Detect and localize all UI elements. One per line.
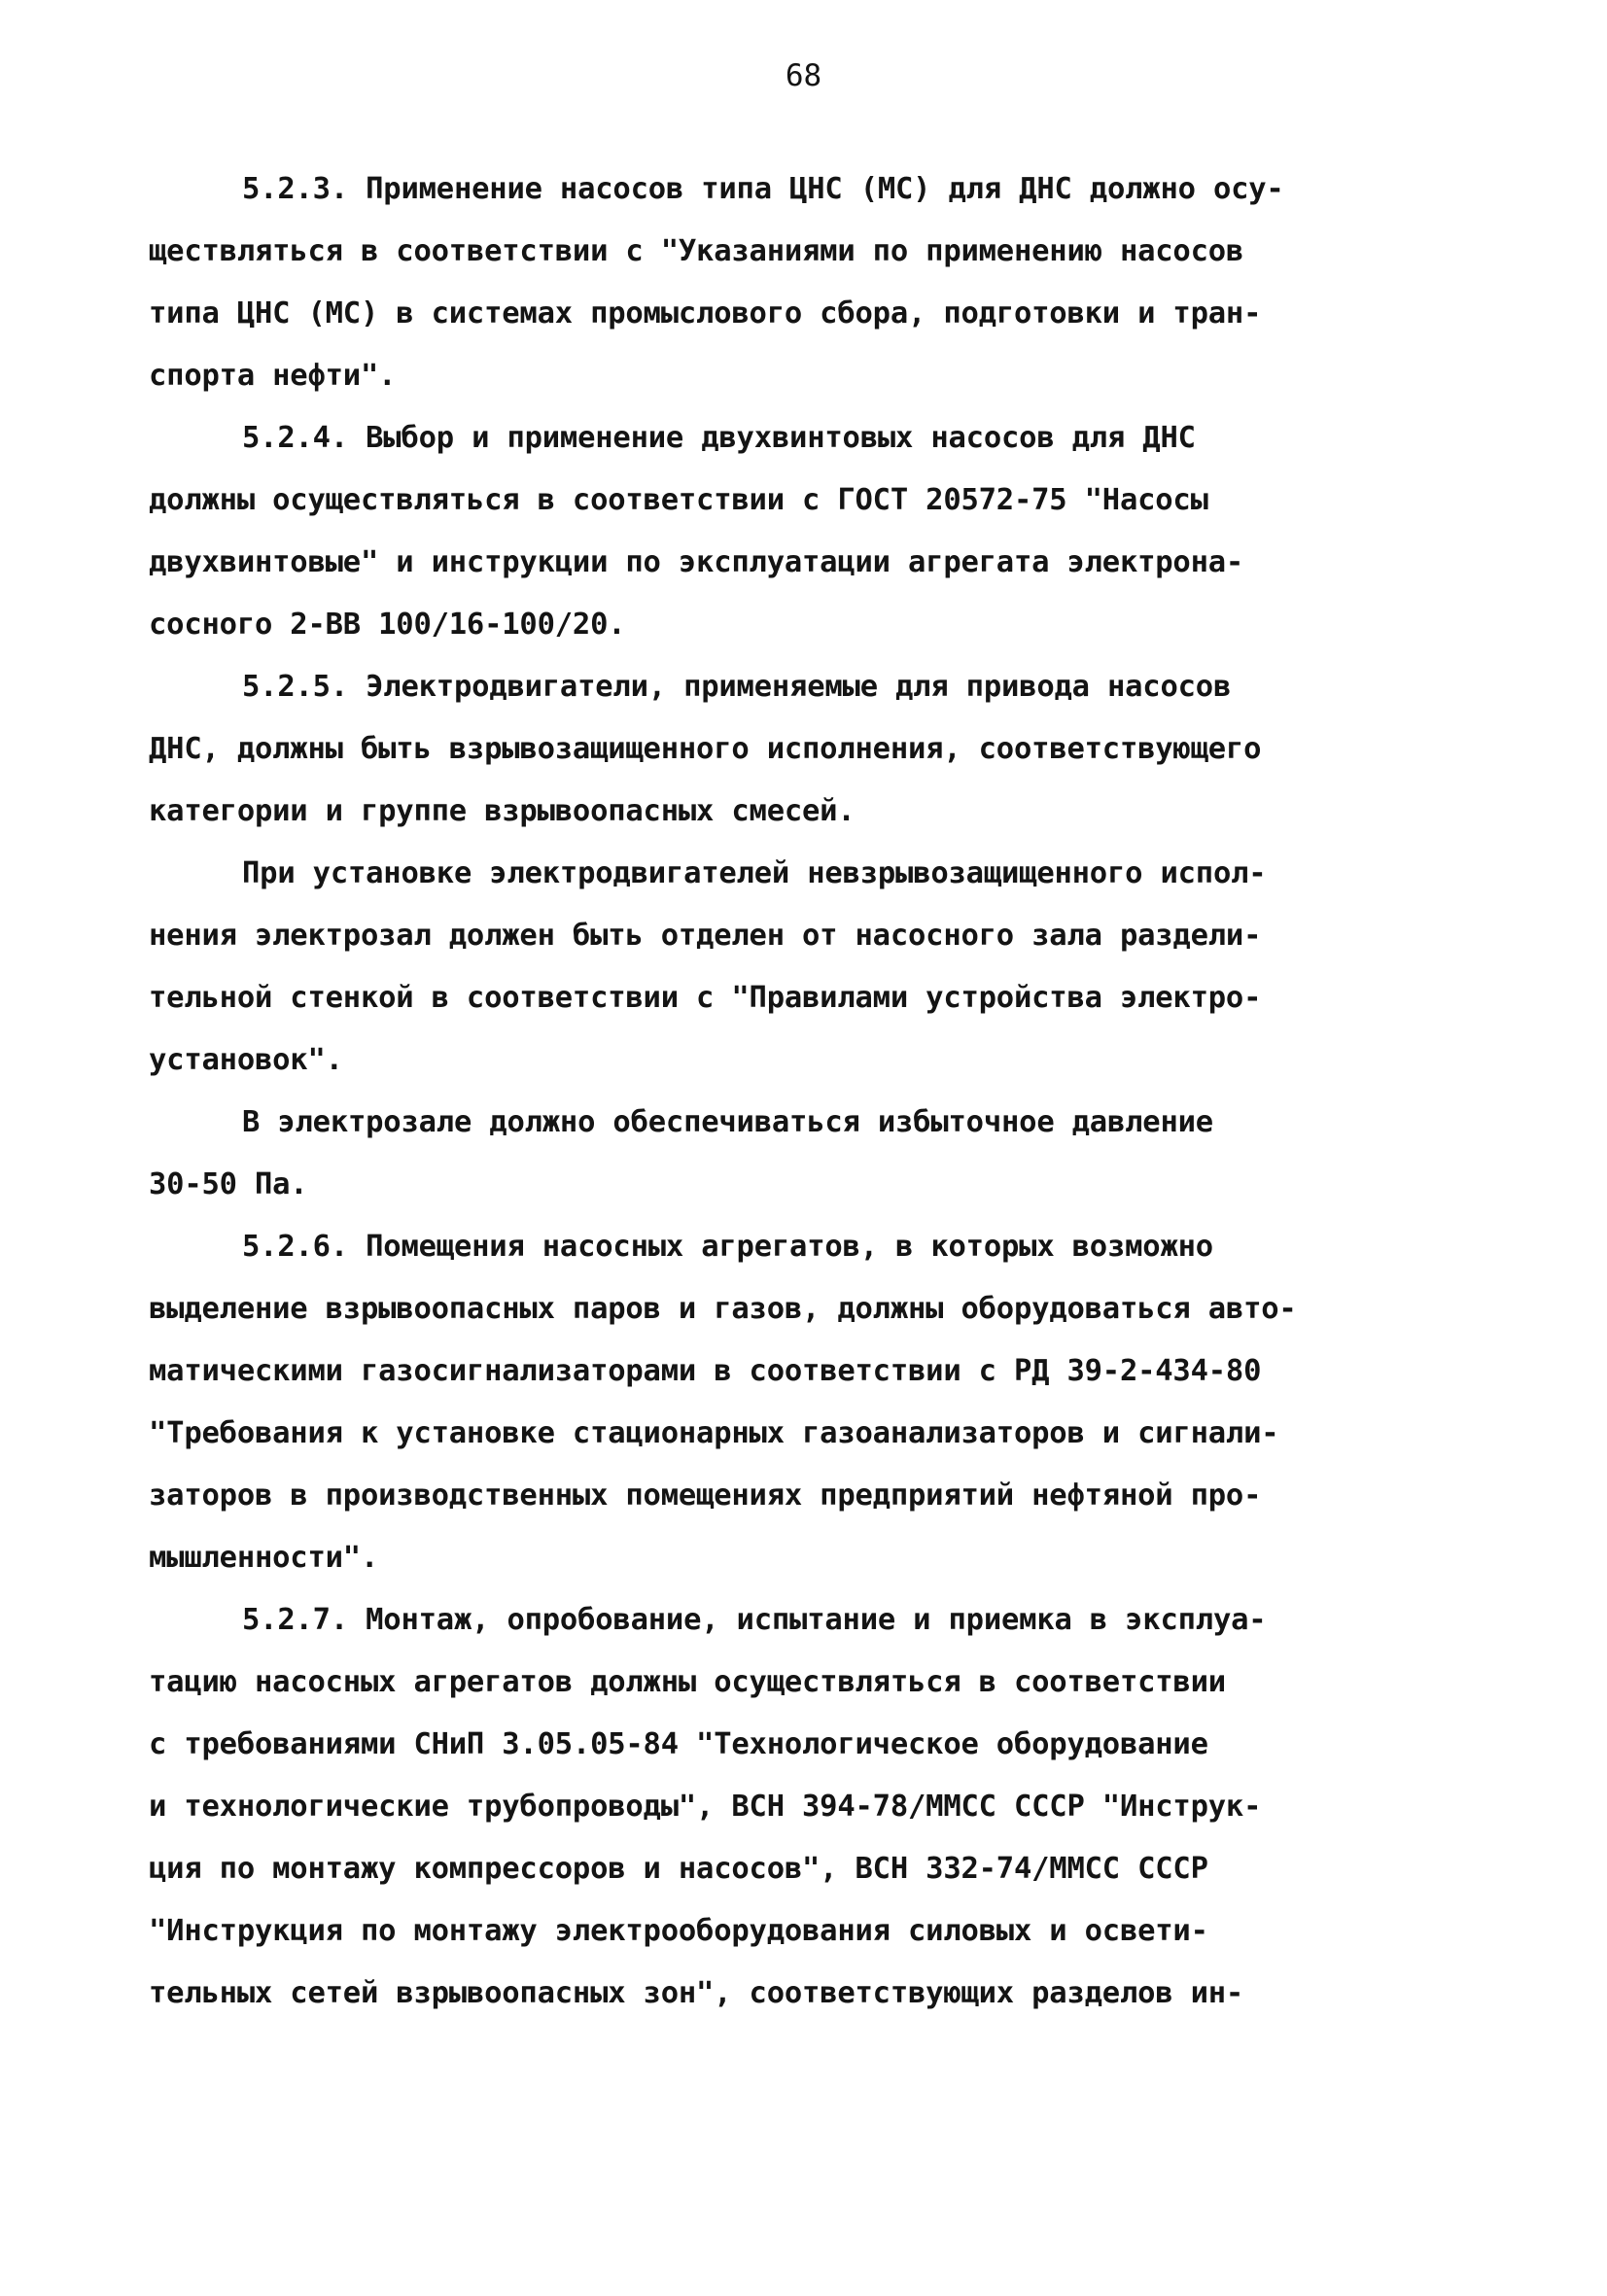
text-line: установок".	[149, 1043, 343, 1077]
text-line: должны осуществляться в соответствии с ГОСТ 20572-75 "Насосы	[149, 483, 1208, 517]
text-line: В электрозале должно обеспечиваться избыточное давление	[242, 1105, 1213, 1139]
text-line: двухвинтовые" и инструкции по эксплуатации агрегата электрона-	[149, 545, 1244, 579]
body-text	[149, 158, 1379, 2025]
text-line: 5.2.6. Помещения насосных агрегатов, в которых возможно	[242, 1230, 1213, 1264]
text-line: тацию насосных агрегатов должны осуществляться в соответствии	[149, 1665, 1226, 1699]
text-line: 5.2.7. Монтаж, опробование, испытание и приемка в эксплуа-	[242, 1603, 1267, 1637]
text-line: 30-50 Па.	[149, 1167, 308, 1201]
text-line: 5.2.4. Выбор и применение двухвинтовых насосов для ДНС	[242, 421, 1196, 455]
text-line: спорта нефти".	[149, 359, 397, 393]
page-number: 68	[785, 58, 822, 93]
text-line: ществляться в соответствии с "Указаниями по применению насосов	[149, 234, 1244, 268]
text-line: выделение взрывоопасных паров и газов, должны оборудоваться авто-	[149, 1292, 1297, 1326]
text-line: с требованиями СНиП 3.05.05-84 "Технологическое оборудование	[149, 1727, 1208, 1761]
text-line: нения электрозал должен быть отделен от насосного зала раздели-	[149, 919, 1262, 953]
text-line: "Инструкция по монтажу электрооборудования силовых и освети-	[149, 1914, 1208, 1948]
text-line: "Требования к установке стационарных газоанализаторов и сигнали-	[149, 1416, 1279, 1450]
text-line: мышленности".	[149, 1541, 379, 1575]
text-line: ция по монтажу компрессоров и насосов", ВСН 332-74/ММСС СССР	[149, 1852, 1208, 1886]
text-line: сосного 2-ВВ 100/16-100/20.	[149, 608, 626, 642]
text-line: категории и группе взрывоопасных смесей.	[149, 794, 856, 828]
text-line: тельной стенкой в соответствии с "Правилами устройства электро-	[149, 981, 1262, 1015]
text-line: матическими газосигнализаторами в соответствии с РД 39-2-434-80	[149, 1354, 1262, 1388]
text-line: 5.2.3. Применение насосов типа ЦНС (МС) для ДНС должно осу-	[242, 172, 1284, 206]
text-line: 5.2.5. Электродвигатели, применяемые для привода насосов	[242, 670, 1232, 704]
text-line: тельных сетей взрывоопасных зон", соответствующих разделов ин-	[149, 1976, 1244, 2010]
text-line: ДНС, должны быть взрывозащищенного исполнения, соответствующего	[149, 732, 1262, 766]
text-line: заторов в производственных помещениях предприятий нефтяной про-	[149, 1478, 1262, 1513]
text-line: и технологические трубопроводы", ВСН 394-78/ММСС СССР "Инструк-	[149, 1790, 1262, 1824]
text-line: типа ЦНС (МС) в системах промыслового сбора, подготовки и тран-	[149, 296, 1262, 330]
text-line: При установке электродвигателей невзрывозащищенного испол-	[242, 856, 1267, 890]
